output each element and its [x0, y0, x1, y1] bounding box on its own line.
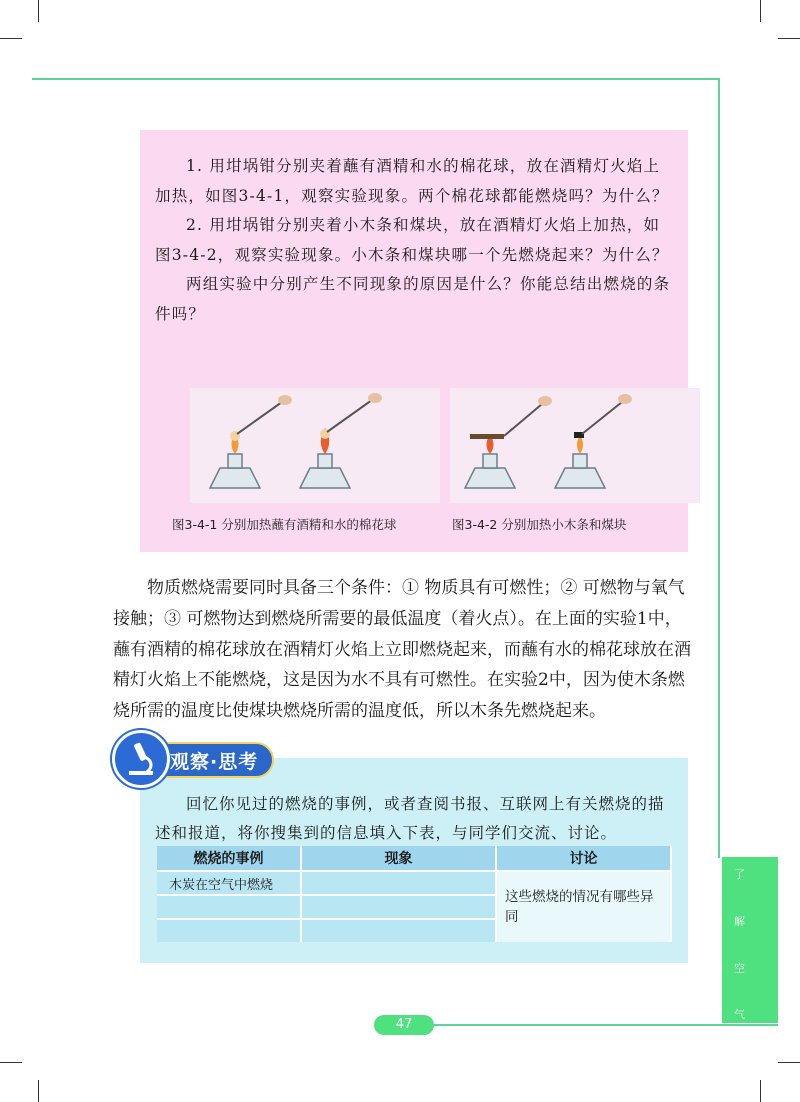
crop-mark — [778, 38, 800, 39]
observe-table — [157, 846, 672, 942]
figure-2-caption: 图3-4-2 分别加热小木条和煤块 — [452, 517, 627, 532]
badge-label: 观察·思考 — [170, 751, 259, 773]
header-phenomenon: 现象 — [302, 846, 497, 870]
crop-mark — [760, 0, 761, 22]
page-number: 47 — [395, 1017, 413, 1032]
observe-think-badge — [112, 730, 272, 786]
alcohol-lamp-wood-coal-illustration — [450, 388, 680, 503]
crop-mark — [0, 1062, 22, 1063]
cell-example-1[interactable]: 木炭在空气中燃烧 — [157, 870, 302, 894]
microscope-icon-svg — [115, 733, 167, 785]
experiment-para-2: 2. 用坩埚钳分别夹着小木条和煤块，放在酒精灯火焰上加热，如图3-4-2，观察实验现象。小木条和煤块哪一个先燃烧起来？为什么？ — [155, 216, 669, 264]
body-text — [113, 573, 693, 727]
observe-paragraph: 回忆你见过的燃烧的事例，或者查阅书报、互联网上有关燃烧的描述和报道，将你搜集到的信息填入下表，与同学们交流、讨论。 — [155, 795, 665, 842]
header-example: 燃烧的事例 — [157, 846, 302, 870]
figure-1-illustration — [190, 388, 440, 503]
microscope-icon — [112, 730, 170, 788]
figure-1-caption: 图3-4-1 分别加热蘸有酒精和水的棉花球 — [172, 517, 397, 532]
table-row — [157, 870, 672, 894]
crop-mark — [0, 38, 22, 39]
cell-phenomenon-3[interactable] — [302, 918, 497, 942]
header-discussion: 讨论 — [497, 846, 672, 870]
crop-mark — [760, 1080, 761, 1102]
figure-2-illustration — [450, 388, 700, 503]
side-tab-char: 了 — [734, 868, 745, 881]
crop-mark — [778, 1062, 800, 1063]
observe-text — [155, 790, 675, 848]
experiment-para-3: 两组实验中分别产生不同现象的原因是什么？你能总结出燃烧的条件吗？ — [155, 275, 671, 323]
table-header-row — [157, 846, 672, 870]
alcohol-lamp-cotton-illustration — [190, 388, 440, 503]
chapter-side-tab — [722, 857, 778, 1023]
body-paragraph: 物质燃烧需要同时具备三个条件：① 物质具有可燃性；② 可燃物与氧气接触；③ 可燃物达到燃烧所需要的最低温度（着火点）。在上面的实验1中，蘸有酒精的棉花球放在酒精灯火焰上立即燃烧起来，而蘸有水的棉花球放在酒精灯火焰上不能燃烧，这是因为水不具有可燃性。在实验2中，因为使木条燃烧所需的温度比使煤块燃烧所需的温度低，所以木条先燃烧起来。 — [113, 578, 691, 722]
side-tab-char: 空 — [734, 962, 745, 975]
page-frame-right — [718, 78, 720, 858]
cell-example-3[interactable] — [157, 918, 302, 942]
page-frame-bottom — [400, 1024, 778, 1026]
cell-discussion: 这些燃烧的情况有哪些异同 — [497, 870, 672, 942]
page-frame-top — [32, 78, 720, 80]
side-tab-char: 气 — [734, 1008, 745, 1021]
crop-mark — [38, 1080, 39, 1102]
cell-phenomenon-1[interactable] — [302, 870, 497, 894]
crop-mark — [38, 0, 39, 22]
cell-example-2[interactable] — [157, 894, 302, 918]
experiment-text — [155, 152, 675, 329]
experiment-para-1: 1. 用坩埚钳分别夹着蘸有酒精和水的棉花球，放在酒精灯火焰上加热，如图3-4-1，观察实验现象。两个棉花球都能燃烧吗？为什么？ — [155, 157, 669, 205]
side-tab-char: 解 — [734, 915, 745, 928]
cell-phenomenon-2[interactable] — [302, 894, 497, 918]
